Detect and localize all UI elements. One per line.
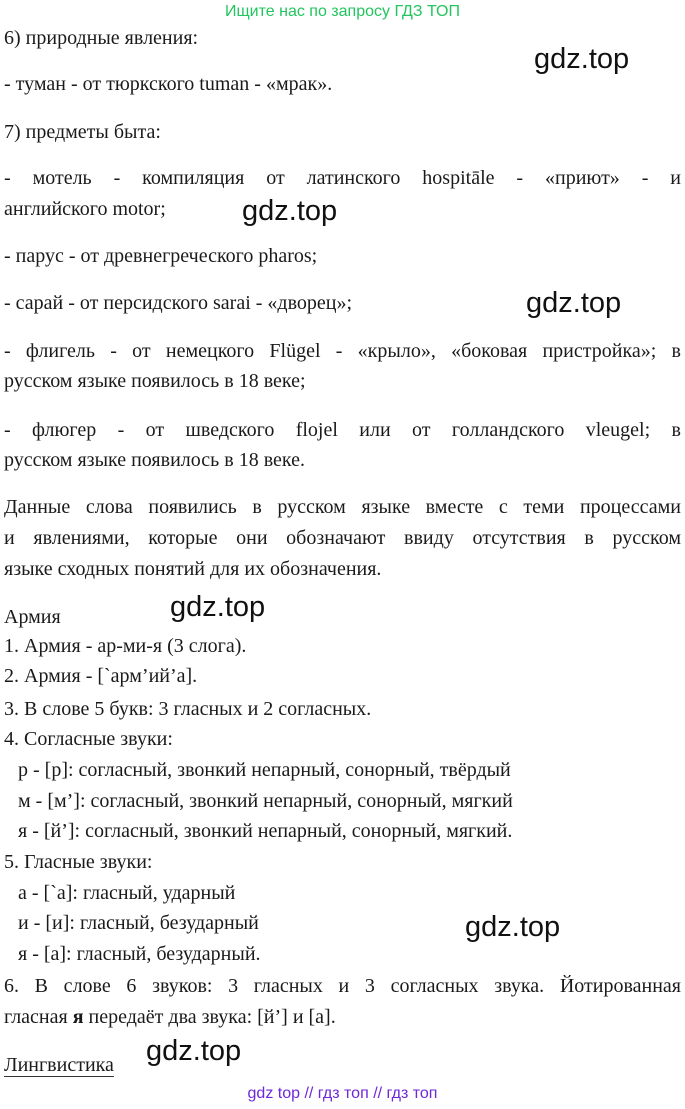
watermark: gdz.top (170, 591, 266, 623)
text-line: - флигель - от немецкого Flügel - «крыло», «боковая пристройка»; в (4, 340, 681, 362)
text-line: 3. В слове 5 букв: 3 гласных и 2 согласных. (4, 698, 372, 720)
text-line: русском языке появилось в 18 веке. (4, 449, 305, 471)
text-line: - мотель - компиляция от латинского hospitāle - «приют» - и (4, 167, 681, 189)
text-line: - туман - от тюркского tuman - «мрак». (4, 73, 333, 95)
text-line (4, 1005, 336, 1029)
text-fragment: гласная (4, 1006, 73, 1028)
section-heading (4, 1053, 114, 1077)
text-line: английского motor; (4, 198, 166, 220)
text-line: 4. Согласные звуки: (4, 728, 173, 750)
text-line: 6) природные явления: (4, 27, 199, 49)
text-line: 5. Гласные звуки: (4, 851, 153, 873)
text-line: и явлениями, которые они обозначают ввиду отсутствия в русском (4, 527, 681, 549)
bold-letter: я (72, 1006, 84, 1028)
text-line: 1. Армия - ар-ми-я (3 слога). (4, 635, 247, 657)
underlined-heading: Лингвистика (4, 1054, 114, 1076)
footer-links: gdz top // гдз топ // гдз топ (247, 1085, 438, 1102)
text-line: 6. В слове 6 звуков: 3 гласных и 3 согласных звука. Йотированная (4, 975, 681, 997)
watermark: gdz.top (146, 1035, 242, 1067)
text-line: я - [а]: гласный, безударный. (18, 943, 261, 965)
text-line: - парус - от древнегреческого pharos; (4, 245, 318, 267)
text-line: - сарай - от персидского sarai - «дворец»; (4, 292, 353, 314)
text-line: 7) предметы быта: (4, 121, 161, 143)
text-line: Данные слова появились в русском языке вместе с теми процессами (4, 496, 681, 518)
watermark: gdz.top (534, 43, 630, 75)
text-line: 2. Армия - [`арм’ий’а]. (4, 665, 198, 687)
section-heading: Армия (4, 606, 61, 628)
text-line: и - [и]: гласный, безударный (18, 912, 259, 934)
watermark: gdz.top (465, 911, 561, 943)
text-line: м - [м’]: согласный, звонкий непарный, сонорный, мягкий (18, 790, 513, 812)
promo-banner: Ищите нас по запросу ГДЗ ТОП (225, 3, 460, 20)
watermark: gdz.top (242, 195, 338, 227)
text-line: я - [й’]: согласный, звонкий непарный, сонорный, мягкий. (18, 820, 513, 842)
text-line: а - [`а]: гласный, ударный (18, 882, 236, 904)
text-line: русском языке появилось в 18 веке; (4, 370, 306, 392)
text-fragment: передаёт два звука: [й’] и [а]. (83, 1006, 336, 1028)
text-line: р - [р]: согласный, звонкий непарный, сонорный, твёрдый (18, 759, 511, 781)
text-line: - флюгер - от шведского flojel или от голландского vleugel; в (4, 419, 681, 441)
watermark: gdz.top (526, 287, 622, 319)
text-line: языке сходных понятий для их обозначения. (4, 558, 382, 580)
